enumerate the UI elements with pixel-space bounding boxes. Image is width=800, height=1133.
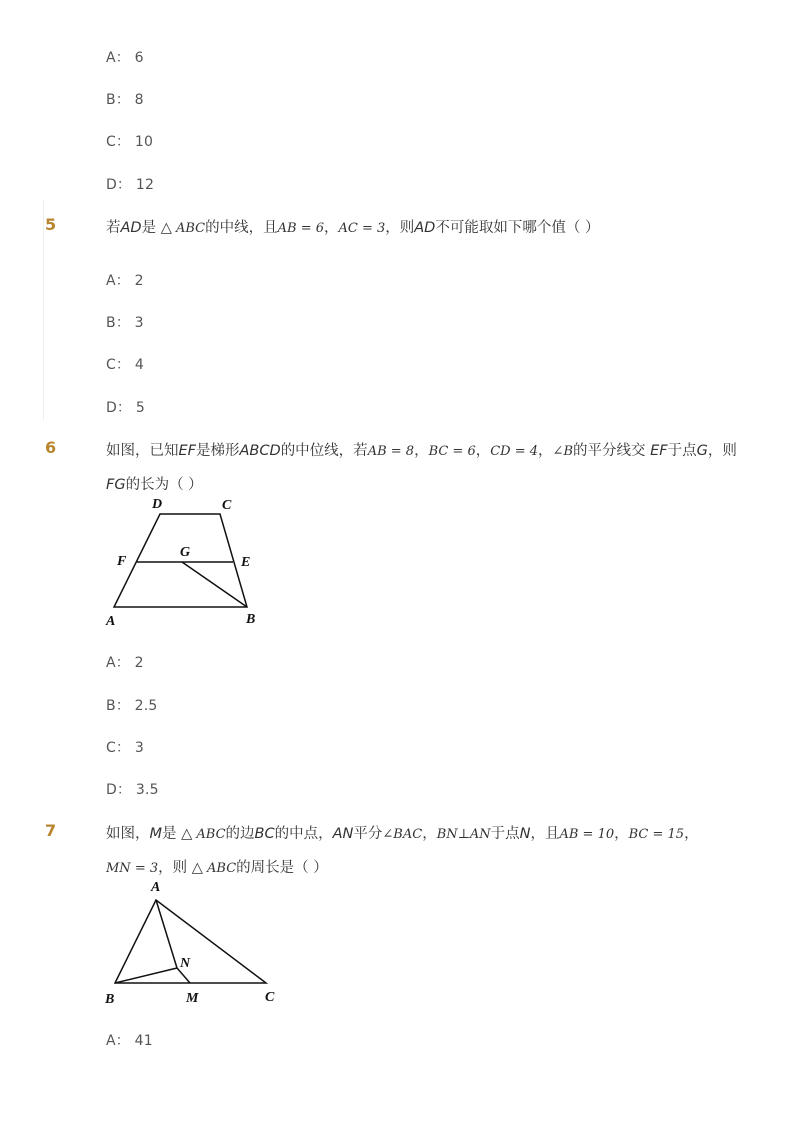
math-fg: FG	[106, 477, 126, 493]
q5-option-c[interactable]	[106, 354, 144, 374]
bisector-bg	[182, 562, 247, 607]
option-sep: ：	[115, 92, 131, 108]
text: 的中线，且	[205, 220, 278, 236]
text: 是梯形	[196, 443, 240, 459]
option-value: 4	[134, 357, 144, 373]
text: 的长为（ ）	[125, 477, 203, 493]
text: ，则	[707, 443, 737, 459]
text: ，	[422, 826, 437, 842]
text: 不可能取如下哪个值（ ）	[435, 220, 600, 236]
text: 的周长是（ ）	[236, 860, 328, 876]
text: 是	[141, 220, 161, 236]
option-key: C	[106, 740, 116, 756]
text: 的平分线交	[573, 443, 651, 459]
option-value: 8	[134, 92, 144, 108]
label-c: C	[265, 990, 275, 1005]
label-a: A	[151, 880, 161, 895]
text: 是	[162, 826, 182, 842]
label-n: N	[180, 956, 191, 971]
option-key: A	[106, 655, 116, 671]
text: 的边	[225, 826, 255, 842]
math-angle-bac: ∠BAC	[382, 827, 423, 842]
math-ef: EF	[650, 443, 668, 459]
trapezoid-figure	[100, 494, 270, 630]
q5-option-d[interactable]	[106, 397, 145, 417]
left-rule	[43, 200, 44, 420]
math-abc: ABC	[202, 861, 237, 876]
triangle-symbol: △	[191, 860, 203, 876]
triangle-symbol: △	[160, 220, 172, 236]
option-sep: ：	[116, 782, 132, 798]
option-sep: ：	[116, 400, 132, 416]
q6-option-c[interactable]	[106, 737, 144, 757]
option-key: C	[106, 134, 116, 150]
text: ，则	[158, 860, 192, 876]
text: ，	[414, 443, 429, 459]
option-value: 10	[134, 134, 154, 150]
text: 的中位线，若	[280, 443, 368, 459]
option-sep: ：	[115, 698, 131, 714]
math-bn-perp-an: BN⊥AN	[436, 827, 491, 842]
triangle-figure	[100, 876, 280, 1010]
label-g: G	[180, 545, 191, 560]
math-mn-3: MN = 3	[106, 861, 159, 876]
option-value: 3.5	[135, 782, 159, 798]
option-key: B	[106, 698, 116, 714]
q5-option-b[interactable]	[106, 312, 144, 332]
question-number-5: 5	[45, 215, 57, 234]
option-value: 41	[134, 1033, 153, 1049]
option-sep: ：	[115, 273, 130, 289]
option-key: B	[106, 92, 116, 108]
option-value: 5	[135, 400, 145, 416]
label-e: E	[241, 555, 251, 570]
math-ab-10: AB = 10	[559, 827, 615, 842]
text: ，	[324, 220, 339, 236]
text: ，且	[530, 826, 560, 842]
label-a: A	[106, 614, 116, 629]
triangle-outline	[115, 900, 266, 983]
option-value: 3	[134, 315, 144, 331]
math-an: AN	[332, 826, 354, 842]
question-7-stem-line2	[106, 856, 328, 877]
label-d: D	[152, 497, 163, 512]
question-6-stem-line1	[106, 439, 737, 460]
q6-option-b[interactable]	[106, 695, 158, 715]
question-number-6: 6	[45, 438, 57, 457]
option-key: C	[106, 357, 116, 373]
text: ，	[684, 826, 699, 842]
prev-option-a[interactable]	[106, 47, 144, 67]
math-bc: BC	[254, 826, 275, 842]
math-ad: AD	[414, 220, 436, 236]
q6-option-a[interactable]	[106, 652, 144, 672]
math-ac-3: AC = 3	[338, 221, 386, 236]
math-abc: ABC	[171, 221, 206, 236]
question-7-stem-line1	[106, 822, 699, 843]
math-n: N	[519, 826, 531, 842]
option-key: D	[106, 782, 117, 798]
option-value: 12	[135, 177, 155, 193]
option-key: B	[106, 315, 116, 331]
question-number-7: 7	[45, 821, 57, 840]
math-ab-6: AB = 6	[277, 221, 324, 236]
option-sep: ：	[115, 740, 131, 756]
math-ab-8: AB = 8	[367, 444, 415, 459]
math-bc-15: BC = 15	[628, 827, 685, 842]
option-key: A	[106, 1033, 116, 1049]
math-abc: ABC	[192, 827, 226, 842]
text: 于点	[667, 443, 697, 459]
option-value: 2	[134, 655, 144, 671]
segment-bn	[115, 968, 177, 983]
option-sep: ：	[115, 315, 131, 331]
prev-option-d[interactable]	[106, 174, 154, 194]
q6-option-d[interactable]	[106, 779, 159, 799]
math-ef: EF	[178, 443, 197, 459]
option-value: 3	[134, 740, 144, 756]
option-key: A	[106, 50, 116, 66]
q7-option-a[interactable]	[106, 1030, 153, 1050]
option-value: 6	[134, 50, 144, 66]
math-bc-6: BC = 6	[428, 444, 476, 459]
question-5-stem	[106, 216, 599, 237]
text: 如图，	[106, 826, 150, 842]
bisector-an	[156, 900, 177, 968]
option-key: A	[106, 273, 116, 289]
text: ，	[538, 443, 553, 459]
option-sep: ：	[115, 655, 130, 671]
label-b: B	[246, 612, 256, 627]
option-value: 2	[134, 273, 144, 289]
text: 于点	[490, 826, 520, 842]
text: 平分	[353, 826, 383, 842]
option-key: D	[106, 177, 117, 193]
question-6-stem-line2	[106, 473, 203, 494]
text: 若	[106, 220, 121, 236]
option-sep: ：	[115, 134, 131, 150]
label-m: M	[186, 991, 199, 1006]
text: 如图，已知	[106, 443, 179, 459]
text: 的中点，	[274, 826, 333, 842]
text: ，	[614, 826, 629, 842]
prev-option-c[interactable]	[106, 131, 153, 151]
option-sep: ：	[115, 50, 130, 66]
math-angle-b: ∠B	[552, 444, 573, 459]
option-sep: ：	[116, 177, 132, 193]
option-sep: ：	[115, 1033, 130, 1049]
math-g: G	[696, 443, 708, 459]
math-ad: AD	[120, 220, 142, 236]
math-cd-4: CD = 4	[490, 444, 539, 459]
label-c: C	[222, 498, 232, 513]
text: ，则	[385, 220, 415, 236]
option-value: 2.5	[134, 698, 158, 714]
text: ，	[475, 443, 491, 459]
label-f: F	[117, 554, 127, 569]
q5-option-a[interactable]	[106, 270, 144, 290]
prev-option-b[interactable]	[106, 89, 144, 109]
option-key: D	[106, 400, 117, 416]
math-m: M	[149, 826, 163, 842]
triangle-symbol: △	[181, 826, 193, 842]
math-abcd: ABCD	[239, 443, 281, 459]
label-b: B	[105, 992, 115, 1007]
option-sep: ：	[115, 357, 131, 373]
